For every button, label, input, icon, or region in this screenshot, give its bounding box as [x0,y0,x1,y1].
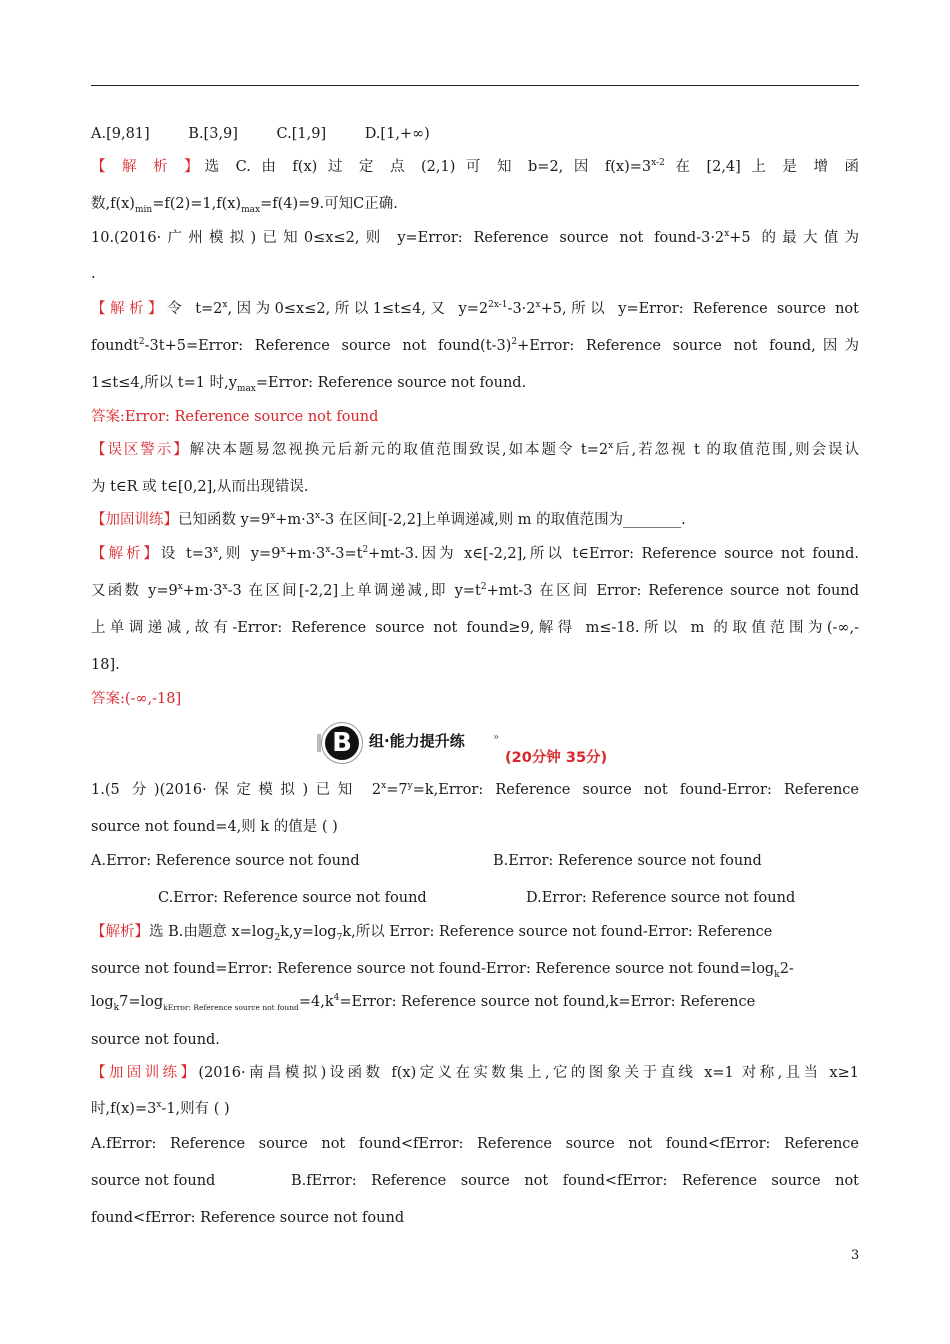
section-b-badge: B [325,726,359,760]
q10-extra-answer: 答案:(-∞,-18] [91,691,182,707]
b1-extra-question-line-1: 【加固训练】(2016·南昌模拟)设函数 f(x)定义在实数集上,它的图象关于直线 x=1 对称,且当 x≥1 [91,1065,859,1081]
q10-analysis-line-2: foundt$^2$-3t+5=Error: Reference source not $found(t-3)^2+Error$: Reference source not found,因为 [91,337,859,354]
b1-option-b: B.Error: Reference source not found [493,853,762,869]
b1-extra-option-line-2b: B.fError: Reference source not found<fError: Reference source not [291,1173,859,1189]
q9-option-a: A.[9,81] [91,126,150,142]
b1-extra-question-line-2: 时$,f(x)=3^x-1$,则有 ( ) [91,1100,230,1117]
b1-question-line-1: 1.(5 分)(2016·保定模拟)已知 $2^x=7^y=k,Error$: Reference source not found-Error: Reference [91,781,859,798]
extra-practice-tag: 【加固训练】 [91,1065,199,1081]
q10-extra-analysis-line-4: 18]. [91,657,120,673]
warning-tag: 【误区警示】 [91,442,190,458]
q9-option-b: B.[3,9] [188,126,238,142]
q10-question-line-1: 10.(2016·广州模拟)已知0≤x≤2,则 y=Error: Reference source not found-$3\cdot 2^x+5$ 的最大值为 [91,229,860,246]
q9-options [91,124,430,144]
q10-analysis-line-3: 1≤t≤4,所以 t=1 时$,y_{max}=Error$: Reference source not found. [91,375,527,394]
q10-answer: 答案:Error: Reference source not found [91,409,379,425]
b1-option-a: A.Error: Reference source not found [91,853,360,869]
b1-analysis-line-1: 【解析】选 B.由题意 $x=\log_2k,y=\log_7k$,所以 Error: Reference source not found-Error: Reference [91,924,773,943]
b1-analysis-line-3: $\log_k7=\log_{kError: Reference source not found}=4,k^4=Error$: Reference source not found,k=Error: Reference [91,993,756,1013]
q10-extra-analysis-line-2: 又函数 $y=9^x+m\cdot 3^x-3$ 在区间[-2,2]上单调递减,即 $y=t^2+mt-3$ 在区间 Error: Reference source not found [91,582,860,599]
section-b-time: (20分钟 35分) [505,750,608,766]
double-arrow-icon: » [493,732,500,743]
q9-analysis-line-2: 数$,f(x)_{min}=f(2)=1,f(x)_{max}=f(4)=9$.可知C正确. [91,196,398,215]
section-b-title: 组·能力提升练 [369,732,465,750]
analysis-tag: 【解析】 [91,301,168,317]
b1-analysis-line-2: source not found=Error: Reference source not found-Error: Reference source not $found=\log_k2-$ [91,961,794,980]
q10-warning-line-1: 【误区警示】解决本题易忽视换元后新元的取值范围致误,如本题令 $t=2^x$后,若忽视 t 的取值范围,则会误认 [91,441,860,458]
b1-extra-option-line-2a: source not found [91,1173,216,1189]
analysis-tag: 【解析】 [91,924,149,940]
q10-analysis-line-1: 【解析】令 $t=2^x$,因为0≤x≤2,所以1≤t≤4,又 $y=2^{2x-1}-3\cdot 2^x+5$,所以 y=Error: Reference source not [91,300,859,317]
analysis-tag: 【解析】 [91,546,161,562]
q9-option-d: D.[1,+∞) [364,126,430,142]
q9-option-c: C.[1,9] [276,126,327,142]
b1-analysis-line-4: source not found. [91,1032,220,1048]
analysis-tag: 【 解 析 】 [91,159,205,175]
q10-warning-line-2: 为 t∈R 或 t∈[0,2],从而出现错误. [91,479,309,495]
b1-extra-option-line-3: found<fError: Reference source not found [91,1210,405,1226]
q10-extra-question: 【加固训练】已知函数 $y=9^x+m\cdot 3^x-3$ 在区间[-2,2]上单调递减,则 m 的取值范围为________. [91,511,686,528]
header-rule [91,85,859,86]
b1-extra-option-line-1: A.fError: Reference source not found<fError: Reference source not found<fError: Reference [91,1136,859,1152]
q10-question-line-2: . [91,266,96,282]
b1-question-line-2: source not found=4,则 k 的值是 ( ) [91,819,338,835]
extra-practice-tag: 【加固训练】 [91,512,178,528]
b1-option-d: D.Error: Reference source not found [526,890,796,906]
q10-extra-analysis-line-1: 【解析】设 $t=3^x$,则 $y=9^x+m\cdot 3^x-3=t^2+mt-3$.因为 x∈[-2,2],所以 t∈Error: Reference source not found. [91,545,859,562]
b1-option-c: C.Error: Reference source not found [158,890,427,906]
q9-analysis-line-1: 【 解 析 】选 C. 由 f(x) 过 定 点 (2,1) 可 知 b=2, 因 $f(x)=3^{x-2}$ 在 [2,4] 上 是 增 函 [91,158,860,175]
page-number: 3 [851,1248,860,1263]
q10-extra-analysis-line-3: 上单调递减,故有-Error: Reference source not found≥9,解得 m≤-18.所以 m 的取值范围为(-∞,- [91,620,859,636]
